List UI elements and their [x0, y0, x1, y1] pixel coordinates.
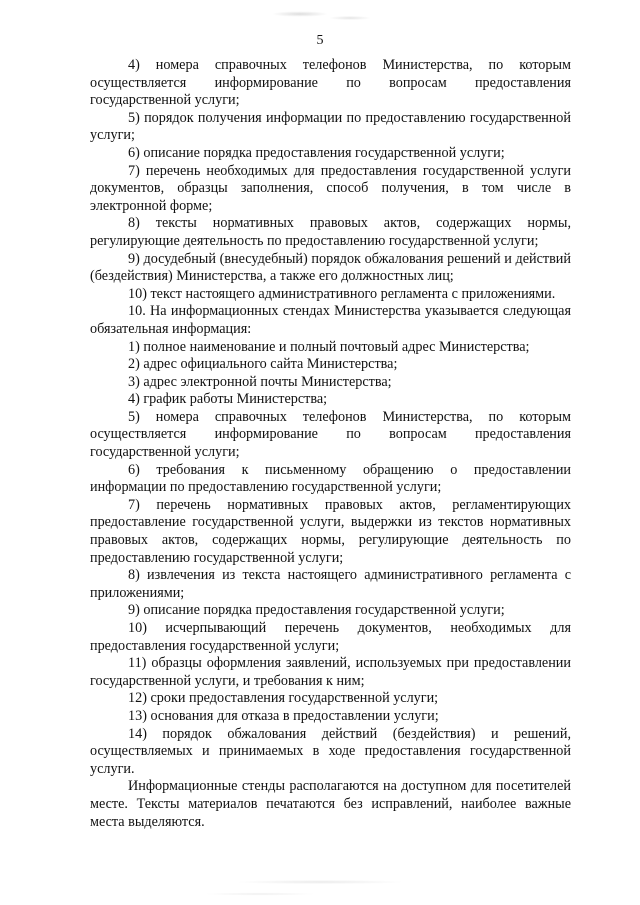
- paragraph: 7) перечень нормативных правовых актов, регламентирующих предоставление государственной услуги, выдержки из текстов нормативных правовых актов, содержащих нормы, регулирующие деятельность по предоставлению государственной услуги;: [90, 496, 571, 566]
- scan-noise-top: [0, 4, 640, 24]
- paragraph: 12) сроки предоставления государственной услуги;: [128, 690, 439, 707]
- paragraph: 13) основания для отказа в предоставлении услуги;: [128, 707, 439, 724]
- paragraph: 10) текст настоящего административного регламента с приложениями.: [128, 285, 556, 302]
- document-body: [90, 57, 571, 831]
- paragraph: 3) адрес электронной почты Министерства;: [128, 373, 392, 390]
- paragraph: 2) адрес официального сайта Министерства;: [128, 356, 398, 373]
- paragraph: 1) полное наименование и полный почтовый адрес Министерства;: [128, 338, 530, 355]
- paragraph: 5) порядок получения информации по предоставлению государственной услуги;: [90, 109, 571, 144]
- paragraph: 7) перечень необходимых для предоставления государственной услуги документов, образцы заполнения, способ получения, в том числе в электронной форме;: [90, 162, 571, 214]
- paragraph: 5) номера справочных телефонов Министерства, по которым осуществляется информирование по вопросам предоставления государственной услуги;: [90, 408, 571, 461]
- paragraph: 9) описание порядка предоставления государственной услуги;: [128, 602, 505, 619]
- paragraph: 6) описание порядка предоставления государственной услуги;: [128, 144, 505, 161]
- paragraph: 10) исчерпывающий перечень документов, необходимых для предоставления государственной услуги;: [90, 620, 571, 654]
- paragraph: 4) номера справочных телефонов Министерства, по которым осуществляется информирование по вопросам предоставления государственной услуги;: [90, 57, 571, 109]
- paragraph: 11) образцы оформления заявлений, используемых при предоставлении государственной услуги, и требования к ним;: [90, 655, 571, 689]
- paragraph: Информационные стенды располагаются на доступном для посетителей месте. Тексты материалов печатаются без исправлений, наиболее важные места выделяются.: [90, 778, 571, 830]
- paragraph: 8) тексты нормативных правовых актов, содержащих нормы, регулирующие деятельность по предоставлению государственной услуги;: [90, 215, 571, 249]
- scan-noise-bottom: [0, 862, 640, 902]
- paragraph: 14) порядок обжалования действий (бездействия) и решений, осуществляемых и принимаемых в ходе предоставления государственной услуги.: [90, 725, 571, 777]
- paragraph: 10. На информационных стендах Министерства указывается следующая обязательная информация:: [90, 303, 571, 337]
- paragraph: 9) досудебный (внесудебный) порядок обжалования решений и действий (бездействия) Министерства, а также его должностных лиц;: [90, 250, 571, 285]
- paragraph: 6) требования к письменному обращению о предоставлении информации по предоставлению государственной услуги;: [90, 461, 571, 496]
- paragraph: 4) график работы Министерства;: [128, 391, 328, 408]
- page-number: 5: [316, 33, 324, 48]
- paragraph: 8) извлечения из текста настоящего административного регламента с приложениями;: [90, 567, 571, 601]
